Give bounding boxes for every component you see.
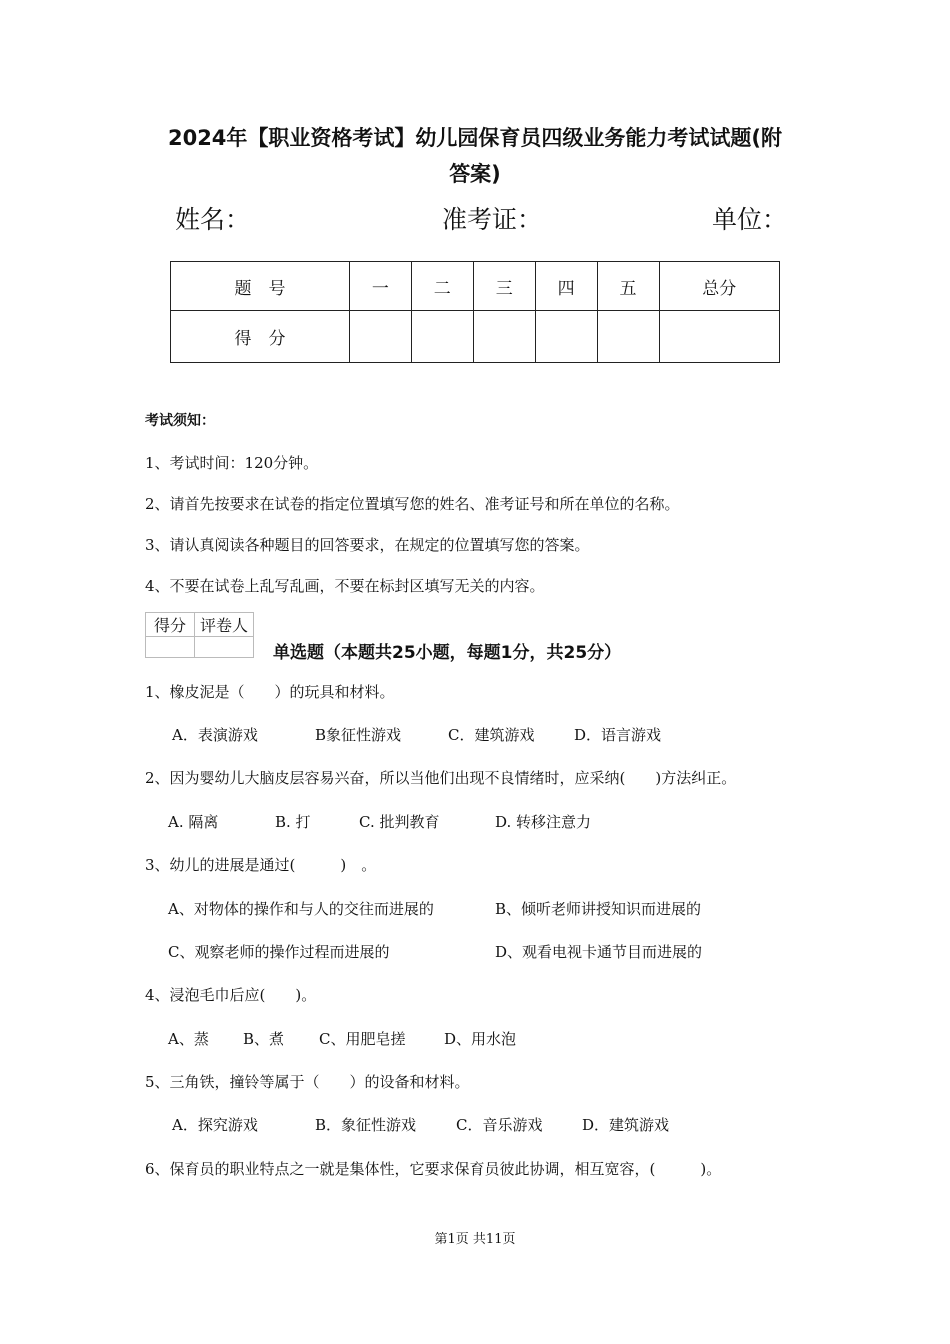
- question-stem: 3、幼儿的进展是通过( ) 。: [145, 856, 377, 874]
- question-option: C．音乐游戏: [456, 1116, 543, 1134]
- question-option: B、煮: [243, 1030, 285, 1048]
- notice-heading: 考试须知：: [145, 413, 215, 429]
- unit-field-label: 单位：: [712, 205, 788, 234]
- question-option: C. 批判教育: [359, 813, 440, 831]
- score-table-score-row: [171, 311, 780, 363]
- score-table: [170, 261, 780, 363]
- score-row-label: 得 分: [171, 311, 350, 363]
- score-cell[interactable]: [597, 311, 659, 363]
- question-option: B、倾听老师讲授知识而进展的: [495, 900, 702, 918]
- question-option: A、对物体的操作和与人的交往而进展的: [168, 900, 434, 918]
- section-title: 单选题（本题共25小题，每题1分，共25分）: [273, 643, 622, 663]
- question-option: C、观察老师的操作过程而进展的: [168, 943, 390, 961]
- question-option: A、蒸: [168, 1030, 209, 1048]
- question-option: A. 隔离: [168, 813, 219, 831]
- question-stem: 1、橡皮泥是（ ）的玩具和材料。: [145, 683, 395, 701]
- notice-item: 4、不要在试卷上乱写乱画，不要在标封区填写无关的内容。: [145, 577, 545, 595]
- score-table-header: 总分: [659, 262, 779, 311]
- score-table-header: 一: [349, 262, 411, 311]
- question-option: D、用水泡: [444, 1030, 517, 1048]
- grader-box-grader-cell[interactable]: [195, 637, 254, 658]
- question-option: D. 转移注意力: [495, 813, 592, 831]
- question-stem: 4、浸泡毛巾后应( )。: [145, 986, 317, 1004]
- page-footer: 第1页 共11页: [434, 1232, 516, 1247]
- question-option: A．表演游戏: [172, 726, 258, 744]
- score-cell[interactable]: [349, 311, 411, 363]
- grader-box-score-cell[interactable]: [146, 637, 195, 658]
- score-table-header: 四: [535, 262, 597, 311]
- score-table-header-row: [171, 262, 780, 311]
- title-line-1: 2024年【职业资格考试】幼儿园保育员四级业务能力考试试题(附: [167, 126, 783, 150]
- question-option: D、观看电视卡通节目而进展的: [495, 943, 703, 961]
- question-option: A．探究游戏: [172, 1116, 258, 1134]
- score-table-header: 三: [473, 262, 535, 311]
- question-option: B．象征性游戏: [315, 1116, 417, 1134]
- score-table-header: 五: [597, 262, 659, 311]
- question-stem: 5、三角铁，撞铃等属于（ ）的设备和材料。: [145, 1073, 470, 1091]
- score-cell[interactable]: [659, 311, 779, 363]
- question-stem: 6、保育员的职业特点之一就是集体性，它要求保育员彼此协调，相互宽容，( )。: [145, 1160, 722, 1178]
- question-option: D．建筑游戏: [582, 1116, 670, 1134]
- title-line-2: 答案): [449, 162, 501, 186]
- score-cell[interactable]: [411, 311, 473, 363]
- question-option: B. 打: [275, 813, 311, 831]
- question-option: B象征性游戏: [315, 726, 402, 744]
- exam-id-field-label: 准考证：: [442, 205, 543, 234]
- question-stem: 2、因为婴幼儿大脑皮层容易兴奋，所以当他们出现不良情绪时，应采纳( )方法纠正。: [145, 769, 737, 787]
- question-option: D．语言游戏: [574, 726, 662, 744]
- score-cell[interactable]: [473, 311, 535, 363]
- score-table-header: 二: [411, 262, 473, 311]
- grader-box-score-label: 得分: [146, 613, 195, 637]
- candidate-fields: [0, 200, 950, 240]
- name-field-label: 姓名：: [175, 205, 251, 234]
- notice-item: 2、请首先按要求在试卷的指定位置填写您的姓名、准考证号和所在单位的名称。: [145, 495, 680, 513]
- grader-box-grader-label: 评卷人: [195, 613, 254, 637]
- question-option: C、用肥皂搓: [319, 1030, 406, 1048]
- question-option: C．建筑游戏: [448, 726, 535, 744]
- notice-item: 3、请认真阅读各种题目的回答要求，在规定的位置填写您的答案。: [145, 536, 590, 554]
- document-title: [130, 120, 820, 192]
- score-cell[interactable]: [535, 311, 597, 363]
- notice-item: 1、考试时间：120分钟。: [145, 454, 319, 472]
- grader-box: [145, 612, 254, 658]
- score-table-header: 题 号: [171, 262, 350, 311]
